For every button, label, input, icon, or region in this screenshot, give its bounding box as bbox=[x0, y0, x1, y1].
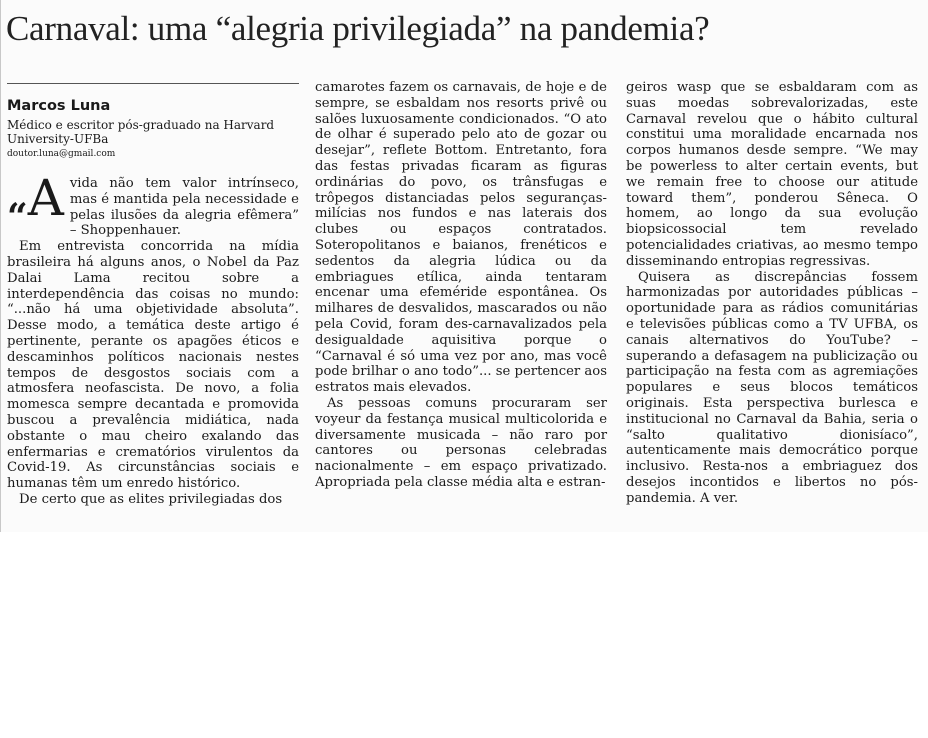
column-3 bbox=[626, 80, 918, 507]
author-name: Marcos Luna bbox=[7, 98, 111, 114]
drop-cap-letter: A bbox=[27, 169, 64, 227]
paragraph: As pessoas comuns procuraram ser voyeur da festança musical multicolorida e diversamente musicada – não raro por cantores ou personas celebradas nacionalmente – em espaço privatizado. Apropriada pela classe média alta e estran- bbox=[315, 395, 607, 490]
paragraph: De certo que as elites privilegiadas dos bbox=[19, 491, 283, 507]
paragraph: geiros wasp que se esbaldaram com as suas moedas sobrevalorizadas, este Carnaval revelou que o hábito cultural constitui uma moralidade encarnada nos corpos humanos desde sempre. “We may be powerless to alter certain events, but we remain free to choose our atitude toward them”, ponderou Sêneca. O homem, ao longo da sua evolução biopsicossocial tem revelado potencialidades criativas, ao mesmo tempo disseminando entropias regressivas. bbox=[626, 80, 918, 269]
paragraph: Quisera as discrepâncias fossem harmonizadas por autoridades públicas – oportunidade para as rádios comunitárias e televisões públicas como a TV UFBA, os canais alternativos do YouTube? – superando a defasagem na publicização ou participação na festa com as agremiações populares e seus blocos temáticos originais. Esta perspectiva burlesca e institucional no Carnaval da Bahia, seria o “salto qualitativo dionisíaco”, autenticamente mais democrático porque inclusivo. Resta-nos a embriaguez dos desejos incontidos e libertos no pós-pandemia. A ver. bbox=[626, 269, 918, 506]
drop-cap bbox=[7, 169, 64, 238]
opening-quote-mark: “ bbox=[7, 196, 28, 238]
opening-paragraph bbox=[7, 169, 299, 239]
author-bio: Médico e escritor pós-graduado na Harvard University-UFBa bbox=[7, 118, 275, 146]
column-2 bbox=[315, 80, 607, 491]
article-title: Carnaval: uma “alegria privilegiada” na pandemia? bbox=[6, 9, 710, 48]
opening-paragraph-text: vida não tem valor intrínseco, mas é mantida pela necessidade e pelas ilusões da alegria efêmera” – Shoppenhauer. bbox=[69, 176, 299, 239]
left-border-line bbox=[0, 0, 1, 532]
author-divider bbox=[7, 83, 299, 84]
paragraph: camarotes fazem os carnavais, de hoje e de sempre, se esbaldam nos resorts privê ou salões luxuosamente condicionados. “O ato de olhar é superado pelo ato de gozar ou desejar”, reflete Bottom. Entretanto, fora das festas privadas ficaram as figuras ordinárias do povo, os trânsfugas e trôpegos distanciadas pelos seguranças-milícias nos fundos e nas laterais dos clubes ou espaços contratados. Soteropolitanos e baianos, frenéticos e sedentos da alegria lúdica ou da embriagues etílica, ainda tentaram encenar uma efeméride espontânea. Os milhares de desvalidos, mascarados ou não pela Covid, foram des-carnavalizados pela desigualdade aquisitiva porque o “Carnaval é só uma vez por ano, mas você pode brilhar o ano todo”... se pertencer aos estratos mais elevados. bbox=[315, 80, 607, 396]
column-1 bbox=[7, 80, 299, 508]
author-email: doutor.luna@gmail.com bbox=[7, 149, 116, 159]
paragraph: Em entrevista concorrida na mídia brasileira há alguns anos, o Nobel da Paz Dalai Lama recitou sobre a interdependência das coisas no mundo: “...não há uma objetividade absoluta”. Desse modo, a temática deste artigo é pertinente, perante os apagões éticos e descaminhos políticos nacionais nestes tempos de desgostos sociais com a atmosfera neofascista. De novo, a folia momesca sempre decantada e promovida buscou a prevalência midiática, nada obstante o mau cheiro exalando das enfermarias e crematórios virulentos da Covid-19. As circunstâncias sociais e humanas têm um enredo histórico. bbox=[7, 239, 299, 492]
